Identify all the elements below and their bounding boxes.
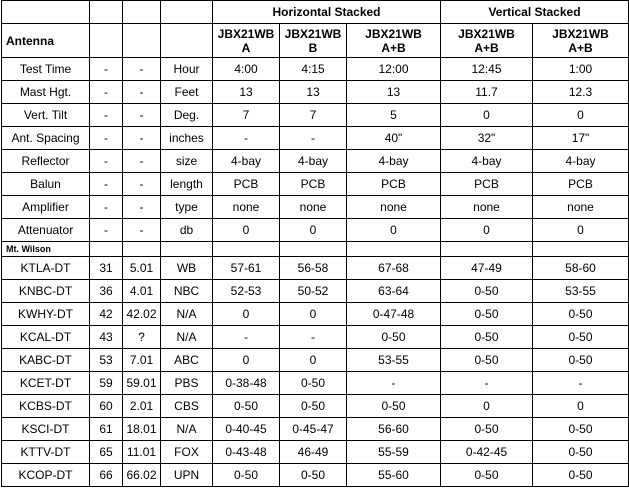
row-label: KWHY-DT (2, 303, 90, 326)
value-cell: 0-43-48 (213, 441, 280, 464)
value-cell: - (533, 372, 629, 395)
channel-cell: 60 (90, 395, 123, 418)
channel-cell: - (90, 196, 123, 219)
value-cell: 4-bay (441, 150, 533, 173)
value-cell: 0 (441, 219, 533, 242)
blank-cell (533, 242, 629, 257)
row-label: KCET-DT (2, 372, 90, 395)
value-cell: none (280, 196, 347, 219)
setup-row (2, 81, 629, 104)
virtual-channel-cell: - (123, 219, 161, 242)
value-cell: PCB (533, 173, 629, 196)
blank-cell (441, 242, 533, 257)
value-cell: - (347, 372, 441, 395)
value-cell: PCB (280, 173, 347, 196)
station-row (2, 280, 629, 303)
value-cell: 47-49 (441, 257, 533, 280)
value-cell: 0 (280, 349, 347, 372)
row-label: KTTV-DT (2, 441, 90, 464)
column-header-line2: A+B (474, 40, 499, 55)
channel-cell: 61 (90, 418, 123, 441)
setup-row (2, 196, 629, 219)
channel-cell: 36 (90, 280, 123, 303)
virtual-channel-cell: - (123, 127, 161, 150)
column-header-v-ab-2 (533, 24, 629, 58)
blank-cell (90, 242, 123, 257)
value-cell: 0-50 (533, 326, 629, 349)
value-cell: 0 (441, 395, 533, 418)
unit-cell: db (161, 219, 213, 242)
station-row (2, 418, 629, 441)
value-cell: 0-50 (280, 372, 347, 395)
value-cell: 0-50 (441, 349, 533, 372)
value-cell: 4-bay (213, 150, 280, 173)
virtual-channel-cell: 4.01 (123, 280, 161, 303)
value-cell: 0 (280, 219, 347, 242)
value-cell: 55-60 (347, 464, 441, 487)
section-label: Mt. Wilson (2, 242, 90, 257)
virtual-channel-cell: 18.01 (123, 418, 161, 441)
row-label: Ant. Spacing (2, 127, 90, 150)
channel-cell: 59 (90, 372, 123, 395)
value-cell: 0-50 (533, 303, 629, 326)
station-row (2, 464, 629, 487)
value-cell: 0-50 (441, 464, 533, 487)
value-cell: 0-50 (441, 280, 533, 303)
virtual-channel-cell: - (123, 150, 161, 173)
virtual-channel-cell: 11.01 (123, 441, 161, 464)
blank-cell (123, 1, 161, 24)
setup-row (2, 58, 629, 81)
value-cell: none (213, 196, 280, 219)
blank-cell (161, 24, 213, 58)
channel-cell: 53 (90, 349, 123, 372)
column-header-line2: B (308, 40, 318, 55)
row-label: Mast Hgt. (2, 81, 90, 104)
value-cell: 0-50 (347, 326, 441, 349)
value-cell: 53-55 (533, 280, 629, 303)
station-row (2, 303, 629, 326)
value-cell: 46-49 (280, 441, 347, 464)
virtual-channel-cell: - (123, 81, 161, 104)
channel-cell: - (90, 81, 123, 104)
value-cell: none (347, 196, 441, 219)
blank-cell (123, 242, 161, 257)
value-cell: 0 (441, 104, 533, 127)
value-cell: 56-58 (280, 257, 347, 280)
setup-row (2, 104, 629, 127)
virtual-channel-cell: - (123, 104, 161, 127)
value-cell: 58-60 (533, 257, 629, 280)
setup-row (2, 150, 629, 173)
column-header-line1: JBX21WB (284, 26, 342, 41)
blank-cell (161, 1, 213, 24)
value-cell: none (533, 196, 629, 219)
column-header-line1: JBX21WB (458, 26, 515, 41)
value-cell: 0-47-48 (347, 303, 441, 326)
station-row (2, 326, 629, 349)
row-label: Test Time (2, 58, 90, 81)
unit-cell: Feet (161, 81, 213, 104)
channel-cell: 31 (90, 257, 123, 280)
value-cell: 0-50 (533, 418, 629, 441)
unit-cell: N/A (161, 326, 213, 349)
unit-cell: N/A (161, 418, 213, 441)
row-label: KTLA-DT (2, 257, 90, 280)
column-header-line2: A+B (568, 40, 593, 55)
unit-cell: UPN (161, 464, 213, 487)
virtual-channel-cell: - (123, 196, 161, 219)
value-cell: 63-64 (347, 280, 441, 303)
row-label: Reflector (2, 150, 90, 173)
horizontal-stacked-header: Horizontal Stacked (213, 1, 441, 24)
value-cell: 0-50 (213, 395, 280, 418)
column-header-a (213, 24, 280, 58)
unit-cell: FOX (161, 441, 213, 464)
channel-cell: - (90, 127, 123, 150)
blank-cell (90, 24, 123, 58)
value-cell: 0 (213, 303, 280, 326)
virtual-channel-cell: 66.02 (123, 464, 161, 487)
value-cell: 0 (213, 219, 280, 242)
value-cell: 0 (280, 303, 347, 326)
row-label: Amplifier (2, 196, 90, 219)
channel-cell: - (90, 104, 123, 127)
value-cell: 13 (213, 81, 280, 104)
setup-row (2, 173, 629, 196)
channel-cell: - (90, 219, 123, 242)
unit-cell: N/A (161, 303, 213, 326)
virtual-channel-cell: - (123, 173, 161, 196)
value-cell: 0 (533, 104, 629, 127)
column-header-line2: A (241, 40, 251, 55)
setup-row (2, 127, 629, 150)
antenna-test-table (1, 0, 629, 487)
value-cell: none (441, 196, 533, 219)
value-cell: 11.7 (441, 81, 533, 104)
value-cell: PCB (441, 173, 533, 196)
virtual-channel-cell: 7.01 (123, 349, 161, 372)
unit-cell: PBS (161, 372, 213, 395)
value-cell: 12:45 (441, 58, 533, 81)
antenna-header: Antenna (2, 24, 90, 58)
value-cell: PCB (213, 173, 280, 196)
row-label: Vert. Tilt (2, 104, 90, 127)
channel-cell: - (90, 173, 123, 196)
station-row (2, 441, 629, 464)
channel-cell: 43 (90, 326, 123, 349)
value-cell: 4-bay (347, 150, 441, 173)
setup-row (2, 219, 629, 242)
value-cell: 0-50 (441, 326, 533, 349)
value-cell: 50-52 (280, 280, 347, 303)
column-header-b (280, 24, 347, 58)
virtual-channel-cell: 5.01 (123, 257, 161, 280)
value-cell: 0-50 (533, 349, 629, 372)
blank-cell (213, 242, 280, 257)
value-cell: 0-45-47 (280, 418, 347, 441)
column-header-h-ab (347, 24, 441, 58)
value-cell: - (280, 127, 347, 150)
station-row (2, 395, 629, 418)
column-header-line2: A+B (381, 40, 406, 55)
value-cell: 7 (213, 104, 280, 127)
value-cell: 13 (347, 81, 441, 104)
value-cell: 0-38-48 (213, 372, 280, 395)
value-cell: 53-55 (347, 349, 441, 372)
channel-cell: 42 (90, 303, 123, 326)
row-label: Attenuator (2, 219, 90, 242)
value-cell: 0-50 (347, 395, 441, 418)
unit-cell: Deg. (161, 104, 213, 127)
virtual-channel-cell: ? (123, 326, 161, 349)
unit-cell: WB (161, 257, 213, 280)
column-header-row (2, 24, 629, 58)
value-cell: 4:15 (280, 58, 347, 81)
station-row (2, 372, 629, 395)
value-cell: 12:00 (347, 58, 441, 81)
row-label: KCBS-DT (2, 395, 90, 418)
channel-cell: 65 (90, 441, 123, 464)
value-cell: 0-40-45 (213, 418, 280, 441)
unit-cell: size (161, 150, 213, 173)
station-row (2, 257, 629, 280)
value-cell: 57-61 (213, 257, 280, 280)
value-cell: - (213, 127, 280, 150)
value-cell: 0-50 (441, 303, 533, 326)
unit-cell: Hour (161, 58, 213, 81)
value-cell: 0-50 (533, 464, 629, 487)
value-cell: 55-59 (347, 441, 441, 464)
value-cell: 0-50 (280, 395, 347, 418)
value-cell: 12.3 (533, 81, 629, 104)
channel-cell: - (90, 150, 123, 173)
value-cell: 17" (533, 127, 629, 150)
value-cell: 13 (280, 81, 347, 104)
value-cell: 1:00 (533, 58, 629, 81)
value-cell: 0 (213, 349, 280, 372)
group-header-row (2, 1, 629, 24)
value-cell: 52-53 (213, 280, 280, 303)
unit-cell: CBS (161, 395, 213, 418)
unit-cell: inches (161, 127, 213, 150)
virtual-channel-cell: 2.01 (123, 395, 161, 418)
value-cell: 0-50 (533, 441, 629, 464)
value-cell: 0-50 (441, 418, 533, 441)
value-cell: 4-bay (280, 150, 347, 173)
value-cell: 32" (441, 127, 533, 150)
row-label: KABC-DT (2, 349, 90, 372)
value-cell: 40" (347, 127, 441, 150)
value-cell: 4-bay (533, 150, 629, 173)
value-cell: 0 (533, 395, 629, 418)
value-cell: 4:00 (213, 58, 280, 81)
blank-cell (90, 1, 123, 24)
column-header-v-ab-1 (441, 24, 533, 58)
blank-cell (347, 242, 441, 257)
unit-cell: type (161, 196, 213, 219)
value-cell: PCB (347, 173, 441, 196)
unit-cell: NBC (161, 280, 213, 303)
value-cell: 0-50 (213, 464, 280, 487)
station-row (2, 349, 629, 372)
value-cell: 0-42-45 (441, 441, 533, 464)
blank-cell (161, 242, 213, 257)
virtual-channel-cell: - (123, 58, 161, 81)
row-label: KCAL-DT (2, 326, 90, 349)
section-row (2, 242, 629, 257)
virtual-channel-cell: 42.02 (123, 303, 161, 326)
row-label: Balun (2, 173, 90, 196)
value-cell: 0 (347, 219, 441, 242)
value-cell: 56-60 (347, 418, 441, 441)
value-cell: 7 (280, 104, 347, 127)
value-cell: 67-68 (347, 257, 441, 280)
value-cell: 0 (533, 219, 629, 242)
column-header-line1: JBX21WB (217, 26, 275, 41)
blank-cell (280, 242, 347, 257)
vertical-stacked-header: Vertical Stacked (441, 1, 629, 24)
row-label: KNBC-DT (2, 280, 90, 303)
channel-cell: - (90, 58, 123, 81)
value-cell: - (280, 326, 347, 349)
virtual-channel-cell: 59.01 (123, 372, 161, 395)
unit-cell: length (161, 173, 213, 196)
blank-cell (2, 1, 90, 24)
value-cell: - (441, 372, 533, 395)
value-cell: 5 (347, 104, 441, 127)
column-header-line1: JBX21WB (552, 26, 609, 41)
value-cell: - (213, 326, 280, 349)
row-label: KSCI-DT (2, 418, 90, 441)
blank-cell (123, 24, 161, 58)
row-label: KCOP-DT (2, 464, 90, 487)
column-header-line1: JBX21WB (365, 26, 422, 41)
channel-cell: 66 (90, 464, 123, 487)
unit-cell: ABC (161, 349, 213, 372)
value-cell: 0-50 (280, 464, 347, 487)
